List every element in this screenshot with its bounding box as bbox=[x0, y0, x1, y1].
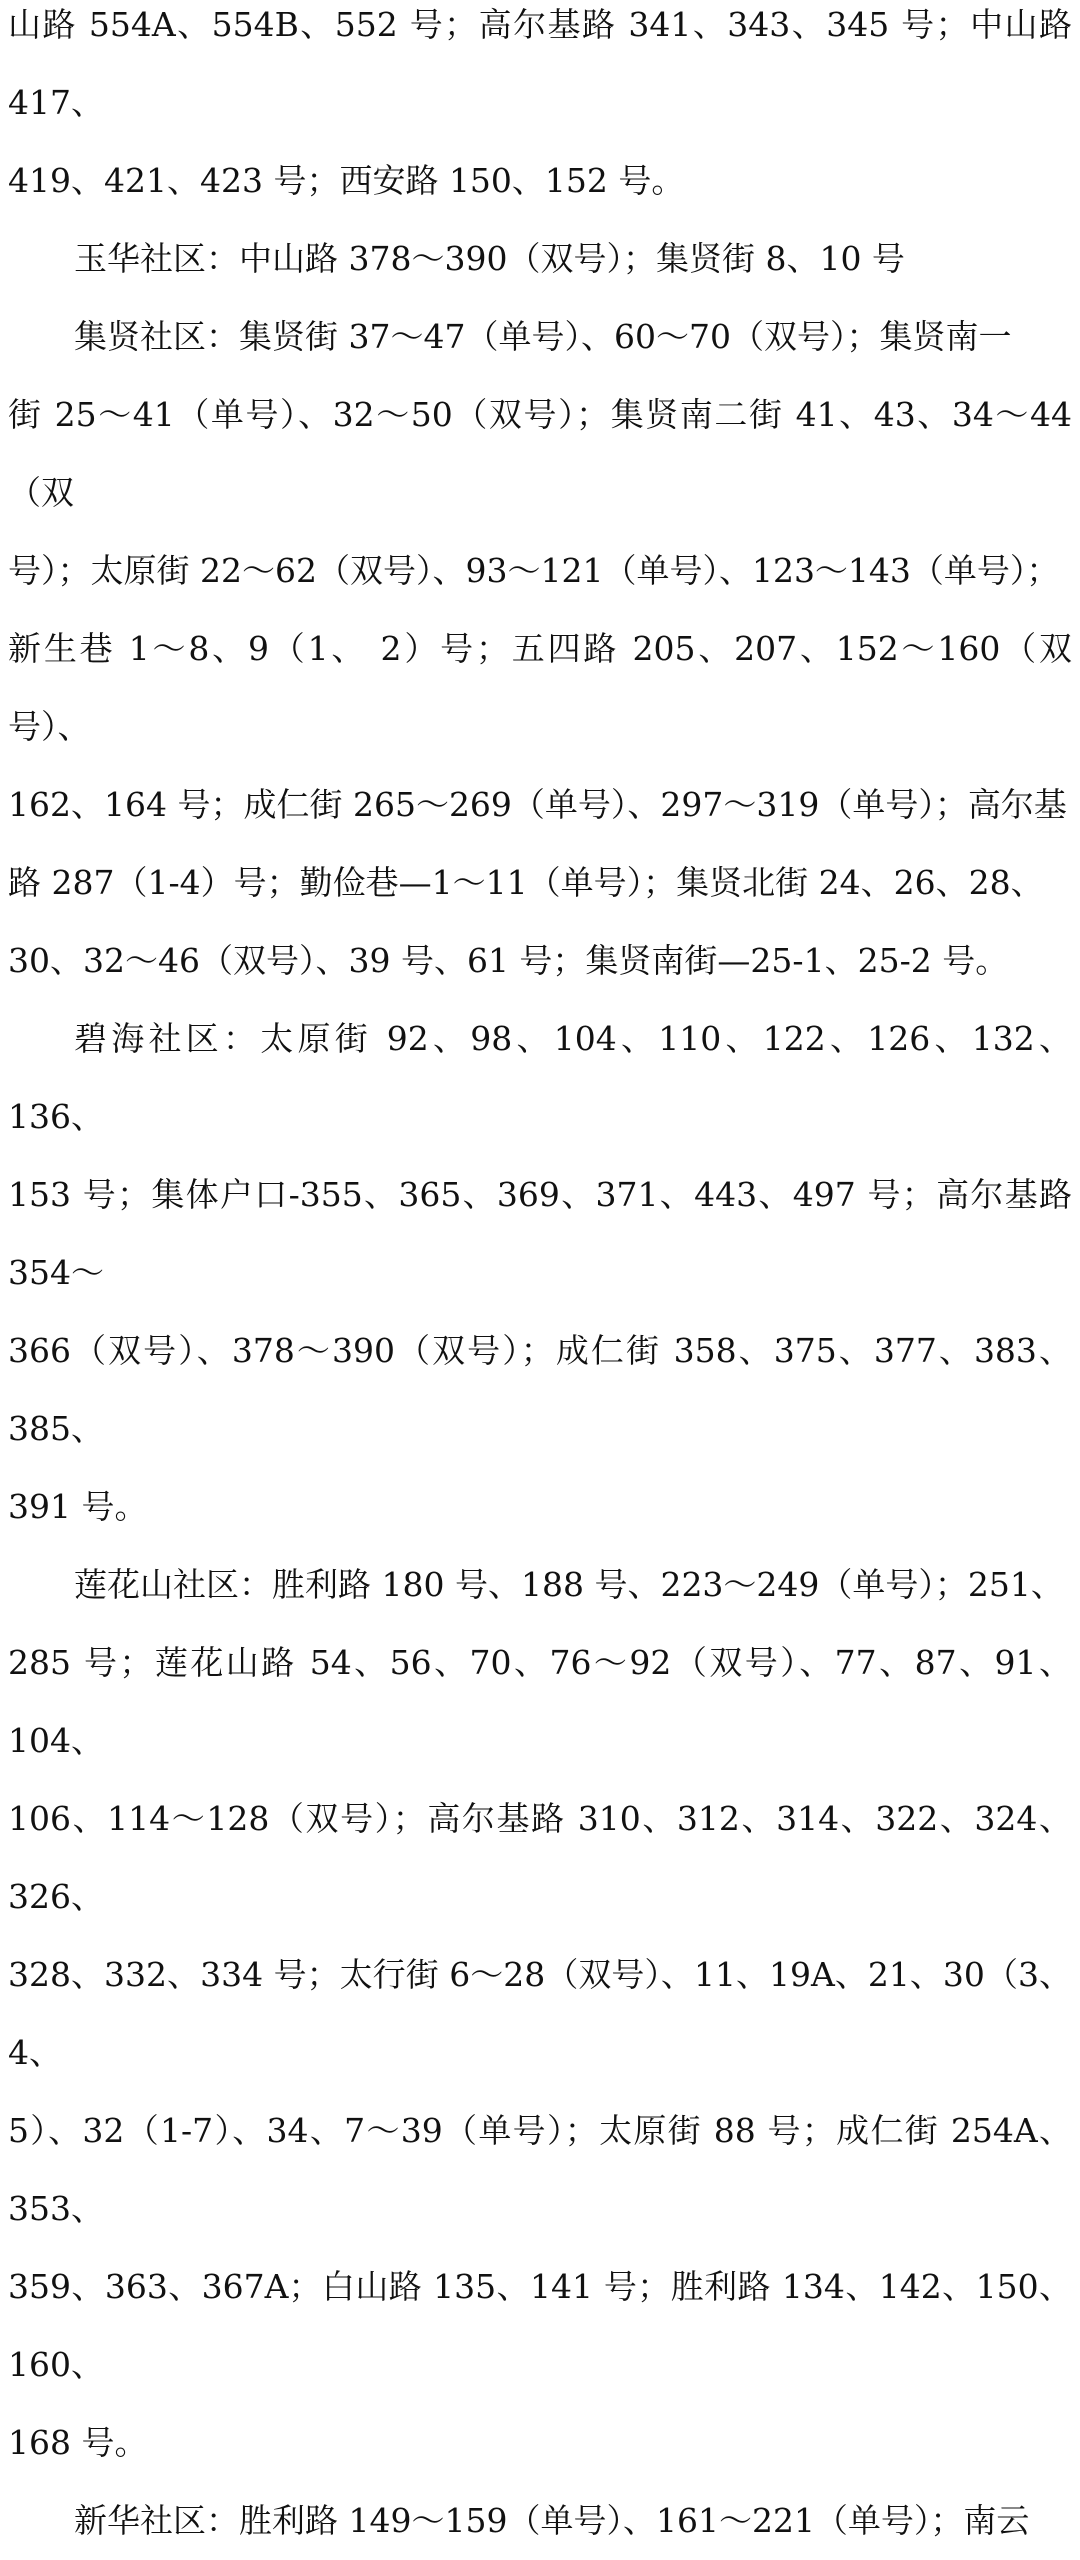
text-line: 391 号。 bbox=[8, 1487, 148, 1526]
text-line: 号）；太原街 22～62（双号）、93～121（单号）、123～143（单号）； bbox=[8, 551, 1060, 590]
document-body bbox=[8, 0, 1072, 2560]
text-line: 新生巷 1～8、9（1、 2）号；五四路 205、207、152～160（双号）、 bbox=[8, 629, 1072, 746]
text-line: 359、363、367A；白山路 135、141 号；胜利路 134、142、150、160、 bbox=[8, 2267, 1072, 2384]
text-line: 328、332、334 号；太行街 6～28（双号）、11、19A、21、30（3、4、 bbox=[8, 1955, 1072, 2072]
text-line: 366（双号）、378～390（双号）；成仁街 358、375、377、383、385、 bbox=[8, 1331, 1072, 1448]
text-line: 168 号。 bbox=[8, 2423, 148, 2462]
text-line: 162、164 号；成仁街 265～269（单号）、297～319（单号）；高尔基 bbox=[8, 785, 1067, 824]
text-line: 莲花山社区：胜利路 180 号、188 号、223～249（单号）；251、 bbox=[74, 1565, 1064, 1604]
text-line: 419、421、423 号；西安路 150、152 号。 bbox=[8, 161, 685, 200]
text-line: 街 25～41（单号）、32～50（双号）；集贤南二街 41、43、34～44（双 bbox=[8, 395, 1072, 512]
paragraph-xinhua-community bbox=[8, 2482, 1072, 2560]
text-line: 153 号；集体户口-355、365、369、371、443、497 号；高尔基路 354～ bbox=[8, 1175, 1072, 1292]
text-line: 5）、32（1-7）、34、7～39（单号）；太原街 88 号；成仁街 254A、353、 bbox=[8, 2111, 1072, 2228]
paragraph-bihai-community bbox=[8, 1000, 1072, 1546]
paragraph-continuation bbox=[8, 0, 1072, 220]
text-line: 30、32～46（双号）、39 号、61 号；集贤南街—25-1、25-2 号。 bbox=[8, 941, 1009, 980]
text-line: 106、114～128（双号）；高尔基路 310、312、314、322、324、326、 bbox=[8, 1799, 1072, 1916]
text-line: 玉华社区：中山路 378～390（双号）；集贤街 8、10 号 bbox=[74, 239, 905, 278]
paragraph-jixian-community bbox=[8, 298, 1072, 1000]
text-line: 山路 554A、554B、552 号；高尔基路 341、343、345 号；中山路 417、 bbox=[8, 5, 1072, 122]
text-line: 285 号；莲花山路 54、56、70、76～92（双号）、77、87、91、104、 bbox=[8, 1643, 1072, 1760]
text-line: 路 287（1-4）号；勤俭巷—1～11（单号）；集贤北街 24、26、28、 bbox=[8, 863, 1044, 902]
paragraph-yuhua-community bbox=[8, 220, 1072, 298]
text-line: 新华社区：胜利路 149～159（单号）、161～221（单号）；南云 bbox=[74, 2501, 1030, 2540]
paragraph-lianhuashan-community bbox=[8, 1546, 1072, 2482]
text-line: 碧海社区：太原街 92、98、104、110、122、126、132、136、 bbox=[8, 1019, 1073, 1136]
text-line: 集贤社区：集贤街 37～47（单号）、60～70（双号）；集贤南一 bbox=[74, 317, 1012, 356]
